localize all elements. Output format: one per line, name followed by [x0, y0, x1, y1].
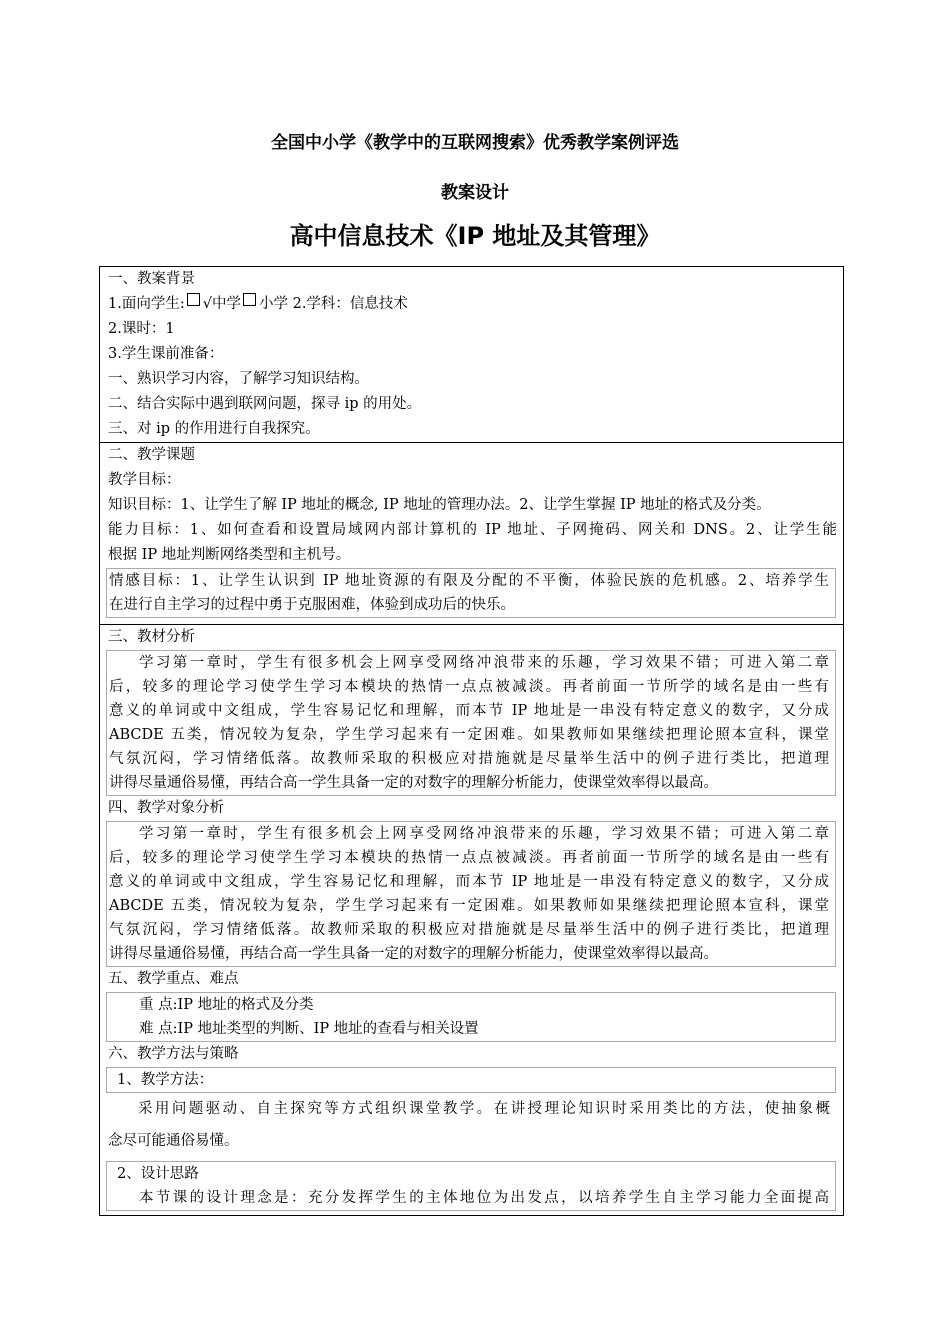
audience-suffix: 小学 2.学科：信息技术 [258, 296, 408, 312]
method-label: 1、教学方法： [117, 1072, 214, 1088]
checkbox-icon [243, 293, 256, 306]
goals-label: 教学目标： [108, 472, 181, 488]
lesson-plan-table [99, 266, 844, 1216]
design-text-line: 本节课的设计理念是：充分发挥学生的主体地位为出发点，以培养学生自主学习能力全面提高 [139, 1190, 829, 1206]
section-heading: 六、教学方法与策略 [108, 1046, 239, 1062]
design-label: 2、设计思路 [117, 1166, 199, 1182]
paragraph-line: 讲得尽量通俗易懂，再结合高一学生具备一定的对数字的理解分析能力，使课堂效率得以最高。 [109, 775, 718, 791]
paragraph-line: ABCDE 五类，情况较为复杂，学生学习起来有一定困难。如果教师如果继续把理论照本宣科，课堂 [109, 727, 829, 743]
paragraph-line: 气氛沉闷，学习情绪低落。故教师采取的积极应对措施就是尽量举生活中的例子进行类比，把道理 [109, 751, 829, 767]
design-box [106, 1161, 836, 1211]
contest-title: 全国中小学《教学中的互联网搜索》优秀教学案例评选 [271, 133, 679, 153]
key-point: 重 点:IP 地址的格式及分类 [139, 997, 314, 1013]
method-text-line: 采用问题驱动、自主探究等方式组织课堂教学。在讲授理论知识时采用类比的方法，使抽象概 [138, 1101, 830, 1117]
section-heading: 四、教学对象分析 [108, 800, 224, 816]
paragraph-line: ABCDE 五类，情况较为复杂，学生学习起来有一定困难。如果教师如果继续把理论照本宣科，课堂 [109, 898, 829, 914]
section-heading: 五、教学重点、难点 [108, 971, 239, 987]
section-heading: 三、教材分析 [108, 629, 195, 645]
audience-middle: √中学 [202, 296, 241, 312]
paragraph-line: 讲得尽量通俗易懂，再结合高一学生具备一定的对数字的理解分析能力，使课堂效率得以最高。 [109, 946, 718, 962]
paragraph-line: 意义的单词或中文组成，学生容易记忆和理解，而本节 IP 地址是一串没有特定意义的数字，又分成 [109, 703, 829, 719]
knowledge-goal: 知识目标：1、让学生了解 IP 地址的概念, IP 地址的管理办法。2、让学生掌握 IP 地址的格式及分类。 [108, 497, 771, 513]
section-heading: 一、教案背景 [108, 271, 195, 287]
doc-subtitle: 教案设计 [441, 183, 509, 203]
paragraph-line: 后，较多的理论学习使学生学习本模块的热情一点点被减淡。再者前面一节所学的域名是由一些有 [109, 850, 829, 866]
audience-line [100, 292, 843, 317]
section-topic [100, 442, 843, 624]
emotion-goal-line: 在进行自主学习的过程中勇于克服困难，体验到成功后的快乐。 [109, 597, 515, 613]
lesson-title: 高中信息技术《IP 地址及其管理》 [289, 222, 661, 250]
method-label-box [106, 1067, 836, 1093]
checkbox-icon [187, 293, 200, 306]
audience-prefix: 1.面向学生: [108, 296, 185, 312]
hours-line: 2.课时：1 [108, 321, 175, 337]
emotion-goal-line: 情感目标：1、让学生认识到 IP 地址资源的有限及分配的不平衡，体验民族的危机感。2、培养学生 [109, 573, 829, 589]
paragraph-line: 学习第一章时，学生有很多机会上网享受网络冲浪带来的乐趣，学习效果不错；可进入第二章 [139, 826, 829, 842]
difficult-point: 难 点:IP 地址类型的判断、IP 地址的查看与相关设置 [139, 1021, 479, 1037]
method-text-line: 念尽可能通俗易懂。 [108, 1133, 239, 1149]
audience-analysis-box [106, 821, 836, 967]
paragraph-line: 气氛沉闷，学习情绪低落。故教师采取的积极应对措施就是尽量举生活中的例子进行类比，把道理 [109, 922, 829, 938]
ability-goal-line: 根据 IP 地址判断网络类型和主机号。 [108, 547, 351, 563]
ability-goal-line: 能力目标：1、如何查看和设置局域网内部计算机的 IP 地址、子网掩码、网关和 DNS。2、让学生能 [108, 522, 837, 538]
paragraph-line: 后，较多的理论学习使学生学习本模块的热情一点点被减淡。再者前面一节所学的域名是由一些有 [109, 679, 829, 695]
paragraph-line: 意义的单词或中文组成，学生容易记忆和理解，而本节 IP 地址是一串没有特定意义的数字，又分成 [109, 874, 829, 890]
prep-line: 3.学生课前准备： [108, 346, 224, 362]
key-points-box [106, 992, 836, 1042]
materials-text-box [106, 650, 836, 796]
section-background [100, 267, 843, 442]
section-heading: 二、教学课题 [108, 447, 195, 463]
emotion-goal-box [106, 568, 836, 618]
prep-item: 二、结合实际中遇到联网问题，探寻 ip 的用处。 [108, 396, 422, 412]
prep-item: 三、对 ip 的作用进行自我探究。 [108, 421, 320, 437]
paragraph-line: 学习第一章时，学生有很多机会上网享受网络冲浪带来的乐趣，学习效果不错；可进入第二章 [139, 655, 829, 671]
section-materials [100, 624, 843, 1211]
prep-item: 一、熟识学习内容，了解学习知识结构。 [108, 371, 369, 387]
